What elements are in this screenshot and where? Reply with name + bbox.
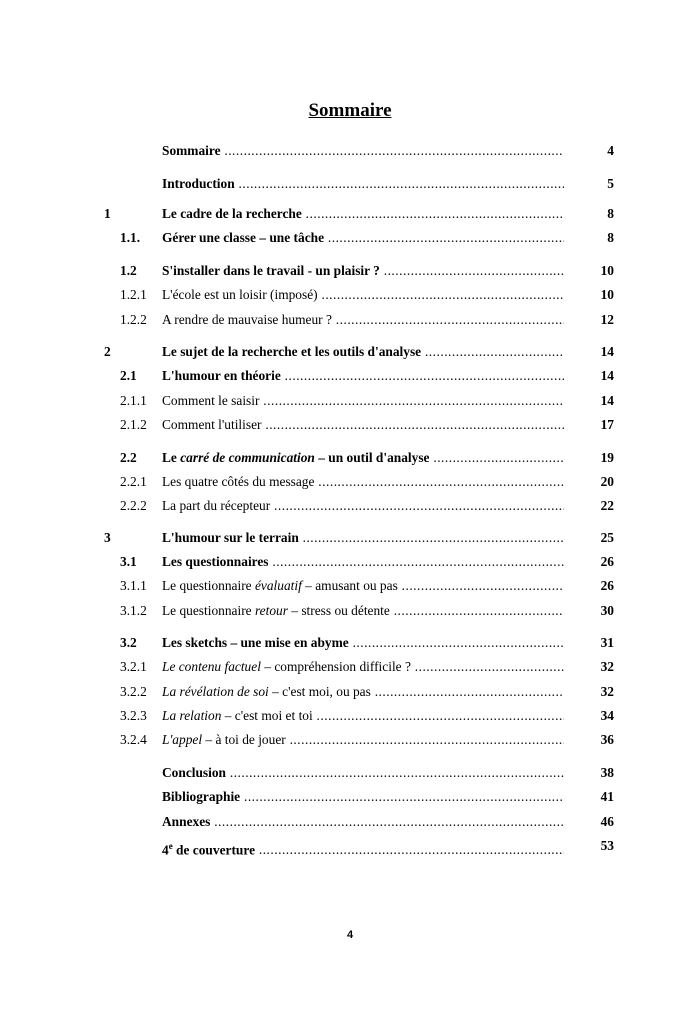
- toc-entry-label: [162, 683, 564, 701]
- toc-entry[interactable]: [0, 731, 700, 749]
- toc-entry-text: Gérer une classe – une tâche: [162, 230, 325, 245]
- toc-entry-page: 38: [600, 765, 614, 780]
- toc-entry-label: [162, 529, 564, 547]
- toc-entry-text: – à toi de jouer: [202, 732, 286, 747]
- toc-entry-text: – amusant ou pas: [301, 578, 398, 593]
- toc-entry-page: 19: [600, 450, 614, 465]
- toc-entry-text: retour: [254, 603, 288, 618]
- toc-entry-text: Le: [162, 450, 181, 465]
- toc-entry-page: 26: [600, 578, 614, 593]
- toc-entry[interactable]: [0, 553, 700, 571]
- toc-entry[interactable]: [0, 229, 700, 247]
- toc-entry-number: 2.1: [120, 368, 137, 383]
- toc-entry-number: 2.1.1: [120, 393, 147, 408]
- toc-entry-page: 10: [600, 263, 614, 278]
- toc-entry-page: 26: [600, 554, 614, 569]
- toc-entry-label: [162, 392, 564, 410]
- toc-entry[interactable]: [0, 813, 700, 831]
- toc-entry-label: [162, 837, 564, 859]
- toc-entry-text: S'installer dans le travail - un plaisir ?: [162, 263, 380, 278]
- toc-entry-number: 3.1.1: [120, 578, 147, 593]
- toc-entry-label: [162, 416, 564, 434]
- toc-entry-number: 1: [104, 206, 111, 221]
- toc-entry[interactable]: [0, 392, 700, 410]
- toc-entry[interactable]: [0, 497, 700, 515]
- toc-entry[interactable]: [0, 262, 700, 280]
- toc-entry-text: Comment l'utiliser: [162, 417, 262, 432]
- toc-entry-number: 2.2.2: [120, 498, 147, 513]
- toc-entry-page: 32: [600, 659, 614, 674]
- toc-entry-label: [162, 367, 564, 385]
- toc-entry-number: 1.2.2: [120, 312, 147, 327]
- toc-entry-label: [162, 731, 564, 749]
- toc-entry-page: 20: [600, 474, 614, 489]
- toc-entry[interactable]: [0, 707, 700, 725]
- toc-entry[interactable]: [0, 416, 700, 434]
- toc-entry-text: Les questionnaires: [162, 554, 269, 569]
- toc-entry-label: [162, 142, 564, 160]
- toc-entry-number: 1.2.1: [120, 287, 147, 302]
- toc-entry-page: 8: [607, 230, 614, 245]
- toc-entry[interactable]: [0, 529, 700, 547]
- toc-entry-label: [162, 634, 564, 652]
- toc-entry-number: 1.2: [120, 263, 137, 278]
- toc-entry[interactable]: [0, 367, 700, 385]
- toc-entry[interactable]: [0, 577, 700, 595]
- toc-entry-label: [162, 553, 564, 571]
- toc-entry-text: Comment le saisir: [162, 393, 260, 408]
- toc-entry-page: 31: [600, 635, 614, 650]
- toc-entry-page: 4: [607, 143, 614, 158]
- toc-entry-page: 25: [600, 530, 614, 545]
- toc-entry[interactable]: [0, 658, 700, 676]
- toc-entry-text: Les sketchs – une mise en abyme: [162, 635, 349, 650]
- toc-entry-text: Le contenu factuel: [162, 659, 261, 674]
- toc-entry[interactable]: [0, 142, 700, 160]
- toc-entry-number: 3.2.4: [120, 732, 147, 747]
- toc-entry-text: La révélation de soi: [162, 684, 269, 699]
- toc-entry-label: [162, 473, 564, 491]
- toc-entry-text: Bibliographie: [162, 789, 241, 804]
- toc-entry-text: L'humour en théorie: [162, 368, 281, 383]
- toc-entry-text: L'école est un loisir (imposé): [162, 287, 318, 302]
- toc-entry-label: [162, 205, 564, 223]
- toc-entry-number: 3.1.2: [120, 603, 147, 618]
- toc-entry-text: La part du récepteur: [162, 498, 271, 513]
- toc-entry-page: 5: [607, 176, 614, 191]
- toc-entry-text: Annexes: [162, 814, 211, 829]
- toc-entry-label: [162, 602, 564, 620]
- toc-entry-page: 36: [600, 732, 614, 747]
- toc-entry[interactable]: [0, 764, 700, 782]
- toc-entry-number: 3.2.1: [120, 659, 147, 674]
- toc-entry-text: évaluatif: [254, 578, 302, 593]
- toc-entry-label: [162, 788, 564, 806]
- toc-entry-number: 3.2: [120, 635, 137, 650]
- toc-entry-number: 2: [104, 344, 111, 359]
- toc-entry-text: L'humour sur le terrain: [162, 530, 299, 545]
- toc-entry-text: carré de communication: [180, 450, 315, 465]
- toc-entry[interactable]: [0, 343, 700, 361]
- toc-entry[interactable]: [0, 175, 700, 193]
- toc-entry-label: [162, 262, 564, 280]
- toc-entry-page: 41: [600, 789, 614, 804]
- toc-entry[interactable]: [0, 788, 700, 806]
- toc-entry-label: [162, 175, 564, 193]
- toc-entry-text: – c'est moi, ou pas: [268, 684, 371, 699]
- toc-entry-text: Sommaire: [162, 143, 221, 158]
- toc-entry-page: 10: [600, 287, 614, 302]
- toc-entry[interactable]: [0, 683, 700, 701]
- toc-entry-page: 34: [600, 708, 614, 723]
- toc-entry-label: [162, 343, 564, 361]
- toc-entry-text: – un outil d'analyse: [314, 450, 430, 465]
- toc-entry-number: 3: [104, 530, 111, 545]
- toc-entry-text: Conclusion: [162, 765, 226, 780]
- toc-entry[interactable]: [0, 205, 700, 223]
- toc-entry[interactable]: [0, 634, 700, 652]
- toc-entry-number: 1.1.: [120, 230, 141, 245]
- toc-entry-page: 14: [600, 344, 614, 359]
- toc-entry-text: – compréhension difficile ?: [260, 659, 411, 674]
- toc-entry-text: La relation: [162, 708, 222, 723]
- toc-entry[interactable]: [0, 837, 700, 858]
- toc-entry-label: [162, 813, 564, 831]
- toc-entry-text: – c'est moi et toi: [221, 708, 313, 723]
- toc-entry-label: [162, 658, 564, 676]
- toc-entry-label: [162, 286, 564, 304]
- toc-entry-number: 2.2: [120, 450, 137, 465]
- toc-entry-page: 8: [607, 206, 614, 221]
- toc-entry-label: [162, 497, 564, 515]
- toc-entry-page: 14: [600, 368, 614, 383]
- toc-entry-label: [162, 707, 564, 725]
- toc-entry-page: 46: [600, 814, 614, 829]
- toc-entry-page: 14: [600, 393, 614, 408]
- toc-entry[interactable]: [0, 286, 700, 304]
- toc-entry-text: 4: [162, 842, 169, 858]
- toc-entry-page: 12: [600, 312, 614, 327]
- toc-entry-number: 3.2.2: [120, 684, 147, 699]
- toc-entry-label: [162, 229, 564, 247]
- toc-entry-text: Le questionnaire: [162, 603, 255, 618]
- toc-entry-text: Le sujet de la recherche et les outils d'analyse: [162, 344, 422, 359]
- page-title: Sommaire: [308, 100, 392, 121]
- toc-entry-label: [162, 311, 564, 329]
- toc-entry-label: [162, 449, 564, 467]
- toc-entry-page: 32: [600, 684, 614, 699]
- toc-entry[interactable]: [0, 473, 700, 491]
- toc-entry-page: 53: [600, 838, 614, 853]
- toc-entry-label: [162, 577, 564, 595]
- toc-entry-text: de couverture: [172, 842, 256, 858]
- toc-entry-text: L'appel: [162, 732, 203, 747]
- toc-entry-number: 3.1: [120, 554, 137, 569]
- toc-entry-number: 3.2.3: [120, 708, 147, 723]
- toc-entry-text: e: [168, 841, 173, 851]
- toc-entry[interactable]: [0, 311, 700, 329]
- toc-entry[interactable]: [0, 602, 700, 620]
- toc-entry-number: 2.2.1: [120, 474, 147, 489]
- toc-entry-number: 2.1.2: [120, 417, 147, 432]
- toc-entry-text: Le cadre de la recherche: [162, 206, 302, 221]
- toc-entry-text: Les quatre côtés du message: [162, 474, 315, 489]
- toc-entry-page: 17: [600, 417, 614, 432]
- toc-entry[interactable]: [0, 449, 700, 467]
- toc-entry-text: Introduction: [162, 176, 235, 191]
- toc-entry-text: – stress ou détente: [287, 603, 390, 618]
- toc-entry-page: 30: [600, 603, 614, 618]
- toc-entry-text: Le questionnaire: [162, 578, 255, 593]
- toc-entry-label: [162, 764, 564, 782]
- page-number: 4: [346, 929, 354, 941]
- toc-entry-text: A rendre de mauvaise humeur ?: [162, 312, 332, 327]
- toc-entry-page: 22: [600, 498, 614, 513]
